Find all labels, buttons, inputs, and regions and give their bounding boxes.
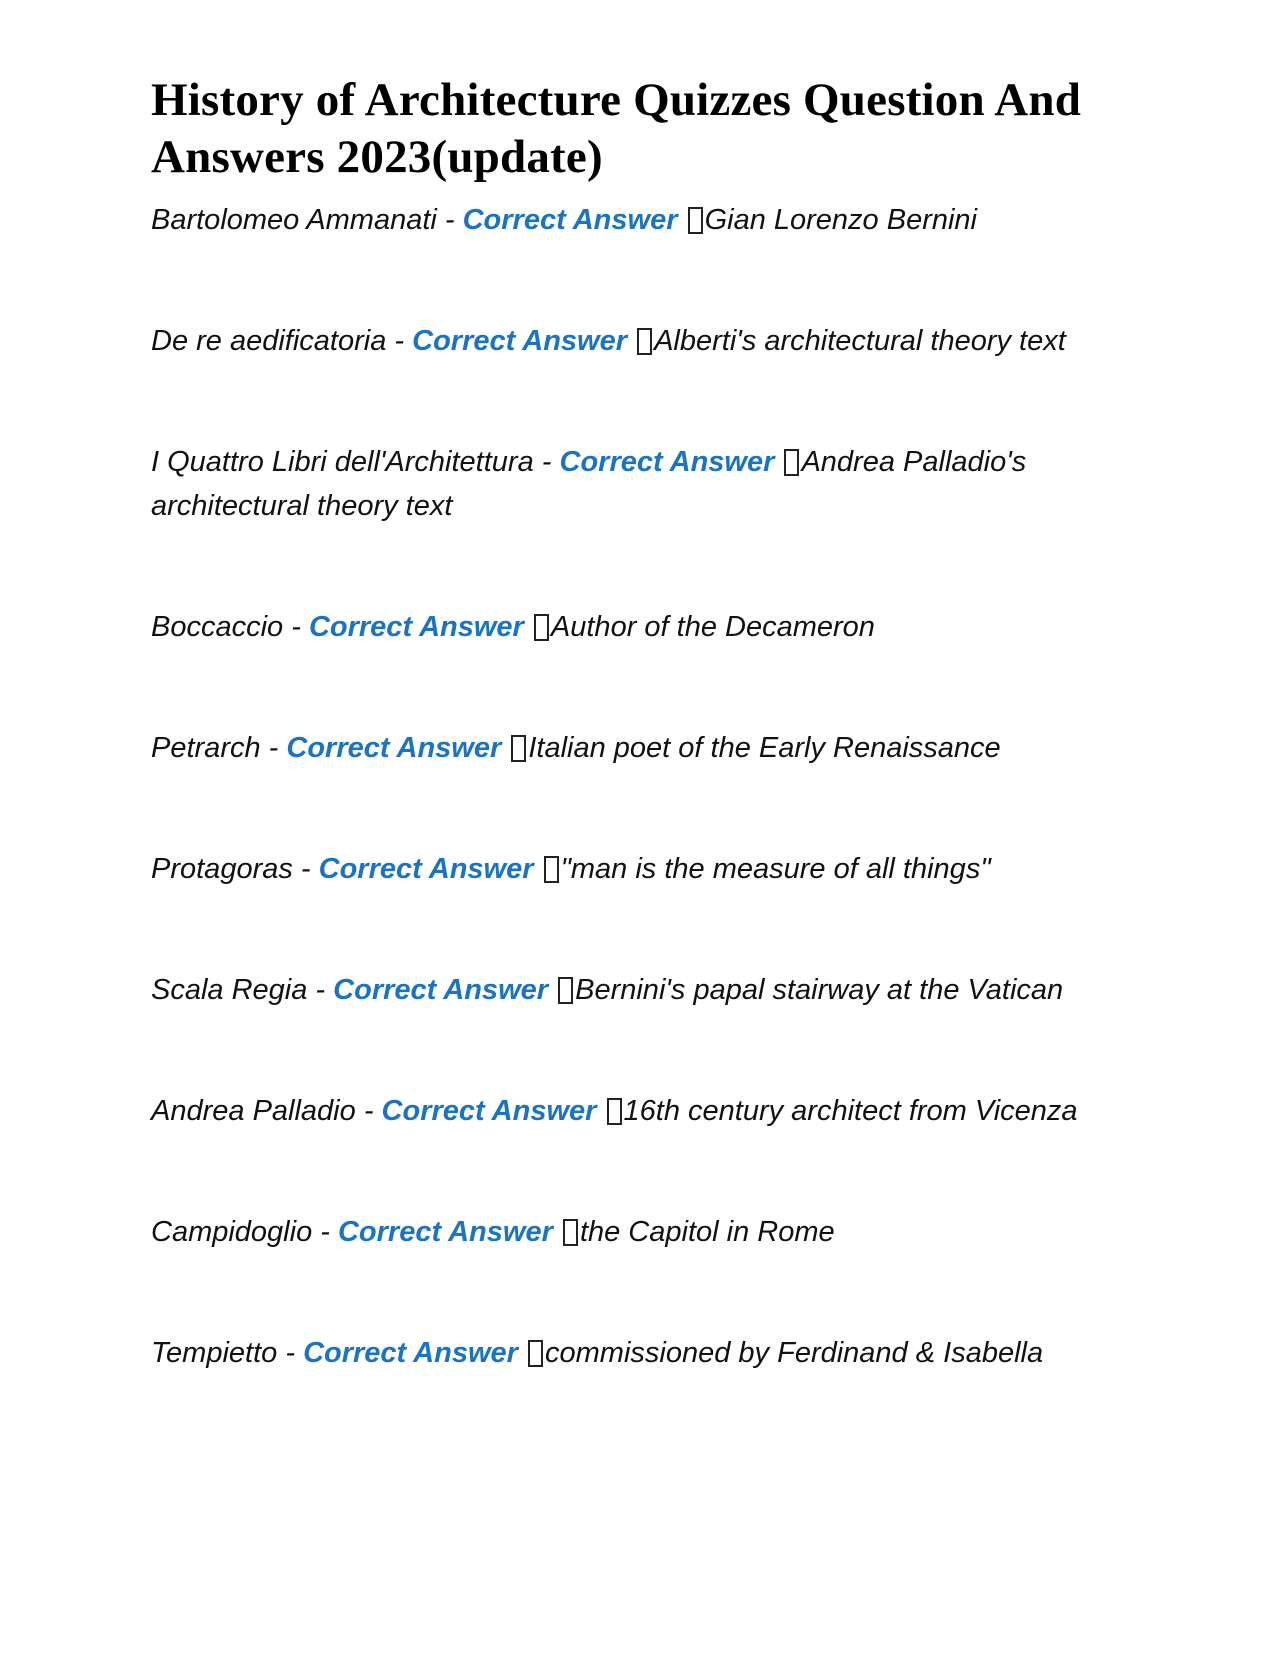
qa-item <box>151 1089 1141 1133</box>
correct-answer-label: Correct Answer <box>318 853 534 885</box>
separator: - <box>277 1337 304 1369</box>
answer-text: Gian Lorenzo Bernini <box>704 204 978 236</box>
correct-answer-label: Correct Answer <box>462 204 678 236</box>
question-text: Andrea Palladio <box>151 1095 356 1127</box>
answer-text: Bernini's papal stairway at the Vatican <box>575 974 1064 1006</box>
answer-text: 16th century architect from Vicenza <box>623 1095 1078 1127</box>
answer-text: Alberti's architectural theory text <box>654 325 1066 357</box>
missing-glyph-icon <box>511 735 526 762</box>
qa-item <box>151 726 1141 770</box>
qa-item <box>151 1210 1141 1254</box>
correct-answer-label: Correct Answer <box>286 732 502 764</box>
question-text: De re aedificatoria <box>151 325 387 357</box>
question-text: Petrarch <box>151 732 261 764</box>
qa-item <box>151 1331 1141 1375</box>
qa-item <box>151 319 1141 363</box>
separator: - <box>355 1095 382 1127</box>
correct-answer-label: Correct Answer <box>308 611 524 643</box>
correct-answer-label: Correct Answer <box>381 1095 597 1127</box>
qa-item <box>151 605 1141 649</box>
answer-text: the Capitol in Rome <box>579 1216 835 1248</box>
separator: - <box>292 853 319 885</box>
separator: - <box>533 446 560 478</box>
correct-answer-label: Correct Answer <box>337 1216 553 1248</box>
missing-glyph-icon <box>637 328 652 355</box>
missing-glyph-icon <box>534 614 549 641</box>
separator: - <box>283 611 309 643</box>
correct-answer-label: Correct Answer <box>412 325 628 357</box>
qa-item <box>151 968 1141 1012</box>
answer-text: commissioned by Ferdinand & Isabella <box>545 1337 1044 1369</box>
question-text: Protagoras <box>151 853 293 885</box>
missing-glyph-icon <box>558 977 573 1004</box>
separator: - <box>436 204 463 236</box>
question-text: I Quattro Libri dell'Architettura <box>151 446 534 478</box>
page-title: History of Architecture Quizzes Question And Answers 2023(update) <box>151 74 1082 183</box>
qa-item <box>151 198 1141 242</box>
missing-glyph-icon <box>784 449 799 476</box>
answer-text: Andrea Palladio's architectural theory text <box>151 446 1027 522</box>
answer-text: Italian poet of the Early Renaissance <box>528 732 1001 764</box>
question-text: Campidoglio <box>151 1216 313 1248</box>
question-text: Bartolomeo Ammanati <box>151 204 437 236</box>
missing-glyph-icon <box>528 1340 543 1367</box>
missing-glyph-icon <box>607 1098 622 1125</box>
separator: - <box>312 1216 338 1248</box>
question-text: Scala Regia <box>151 974 308 1006</box>
separator: - <box>386 325 413 357</box>
question-text: Tempietto <box>151 1337 278 1369</box>
answer-text: "man is the measure of all things" <box>560 853 991 885</box>
question-text: Boccaccio <box>151 611 284 643</box>
qa-item <box>151 440 1141 528</box>
missing-glyph-icon <box>688 207 703 234</box>
qa-list <box>151 198 1151 1375</box>
qa-item <box>151 847 1141 891</box>
correct-answer-label: Correct Answer <box>559 446 775 478</box>
separator: - <box>307 974 334 1006</box>
missing-glyph-icon <box>563 1219 578 1246</box>
document-page <box>151 72 1151 1452</box>
missing-glyph-icon <box>544 856 559 883</box>
separator: - <box>260 732 287 764</box>
answer-text: Author of the Decameron <box>550 611 875 643</box>
correct-answer-label: Correct Answer <box>333 974 549 1006</box>
correct-answer-label: Correct Answer <box>303 1337 518 1369</box>
